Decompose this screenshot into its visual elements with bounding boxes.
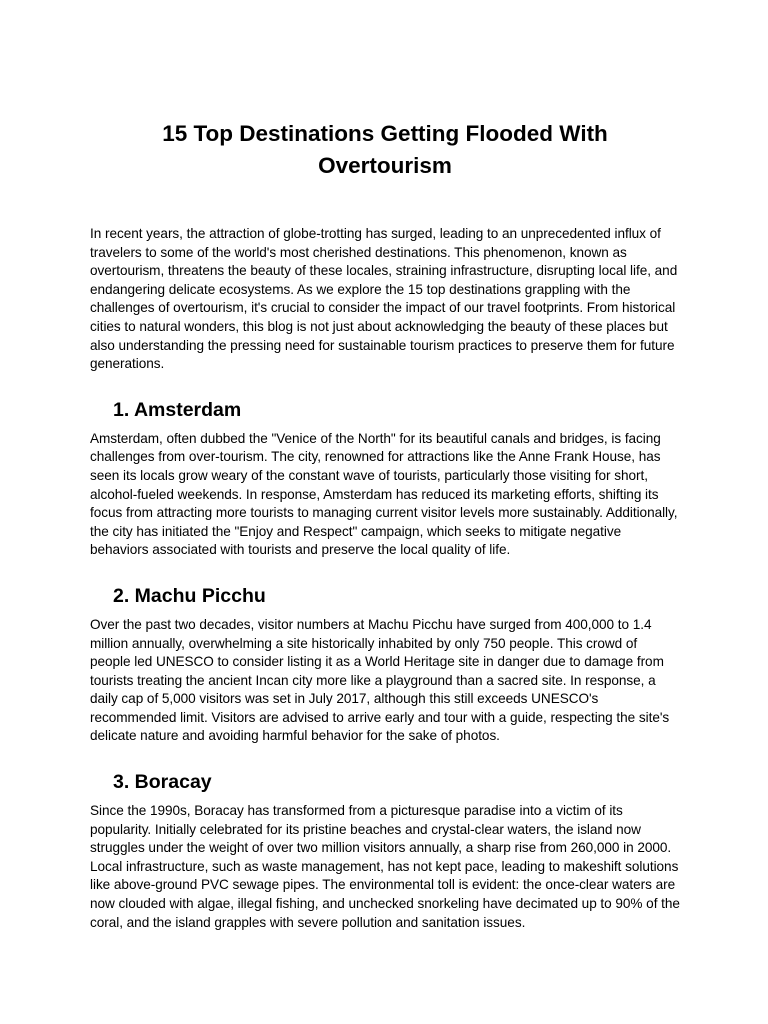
- section-boracay: [90, 770, 680, 932]
- section-heading: 3. Boracay: [113, 771, 212, 794]
- section-amsterdam: [90, 398, 680, 560]
- section-heading: 2. Machu Picchu: [113, 584, 266, 607]
- section-paragraph: Over the past two decades, visitor numbers at Machu Picchu have surged from 400,000 to 1.4 million annually, overwhelming a site historically inhabited by only 750 people. This crowd of people led UNESCO to consider listing it as a World Heritage site in danger due to damage from tourists treating the ancient Incan city more like a playground than a sacred site. In response, a daily cap of 5,000 visitors was set in July 2017, although this still exceeds UNESCO's recommended limit. Visitors are advised to arrive early and tour with a guide, respecting the site's delicate nature and avoiding harmful behavior for the sake of photos.: [90, 616, 670, 744]
- section-paragraph: Amsterdam, often dubbed the "Venice of the North" for its beautiful canals and bridges, is facing challenges from over-tourism. The city, renowned for attractions like the Anne Frank House, has seen its locals grow weary of the constant wave of tourists, particularly those visiting for short, alcohol-fueled weekends. In response, Amsterdam has reduced its marketing efforts, shifting its focus from attracting more tourists to managing current visitor levels more sustainably. Additionally, the city has initiated the "Enjoy and Respect" campaign, which seeks to mitigate negative behaviors associated with tourists and preserve the local quality of life.: [90, 430, 678, 558]
- document-page: [90, 118, 680, 956]
- section-paragraph: Since the 1990s, Boracay has transformed from a picturesque paradise into a victim of its popularity. Initially celebrated for its pristine beaches and crystal-clear waters, the island now struggles under the weight of over two million visitors annually, a sharp rise from 260,000 in 2000. Local infrastructure, such as waste management, has not kept pace, leading to makeshift solutions like above-ground PVC sewage pipes. The environmental toll is evident: the once-clear waters are now clouded with algae, illegal fishing, and unchecked snorkeling have decimated up to 90% of the coral, and the island grapples with severe pollution and sanitation issues.: [90, 803, 680, 930]
- section-machu-picchu: [90, 584, 680, 746]
- document-title: 15 Top Destinations Getting Flooded With Overtourism: [162, 121, 608, 178]
- intro-paragraph: In recent years, the attraction of globe-trotting has surged, leading to an unprecedented influx of travelers to some of the world's most cherished destinations. This phenomenon, known as overtourism, threatens the beauty of these locales, straining infrastructure, disrupting local life, and endangering delicate ecosystems. As we explore the 15 top destinations grappling with the challenges of overtourism, it's crucial to consider the impact of our travel footprints. From historical cities to natural wonders, this blog is not just about acknowledging the beauty of these places but also understanding the pressing need for sustainable tourism practices to preserve them for future generations.: [90, 226, 678, 372]
- section-heading: 1. Amsterdam: [113, 398, 242, 421]
